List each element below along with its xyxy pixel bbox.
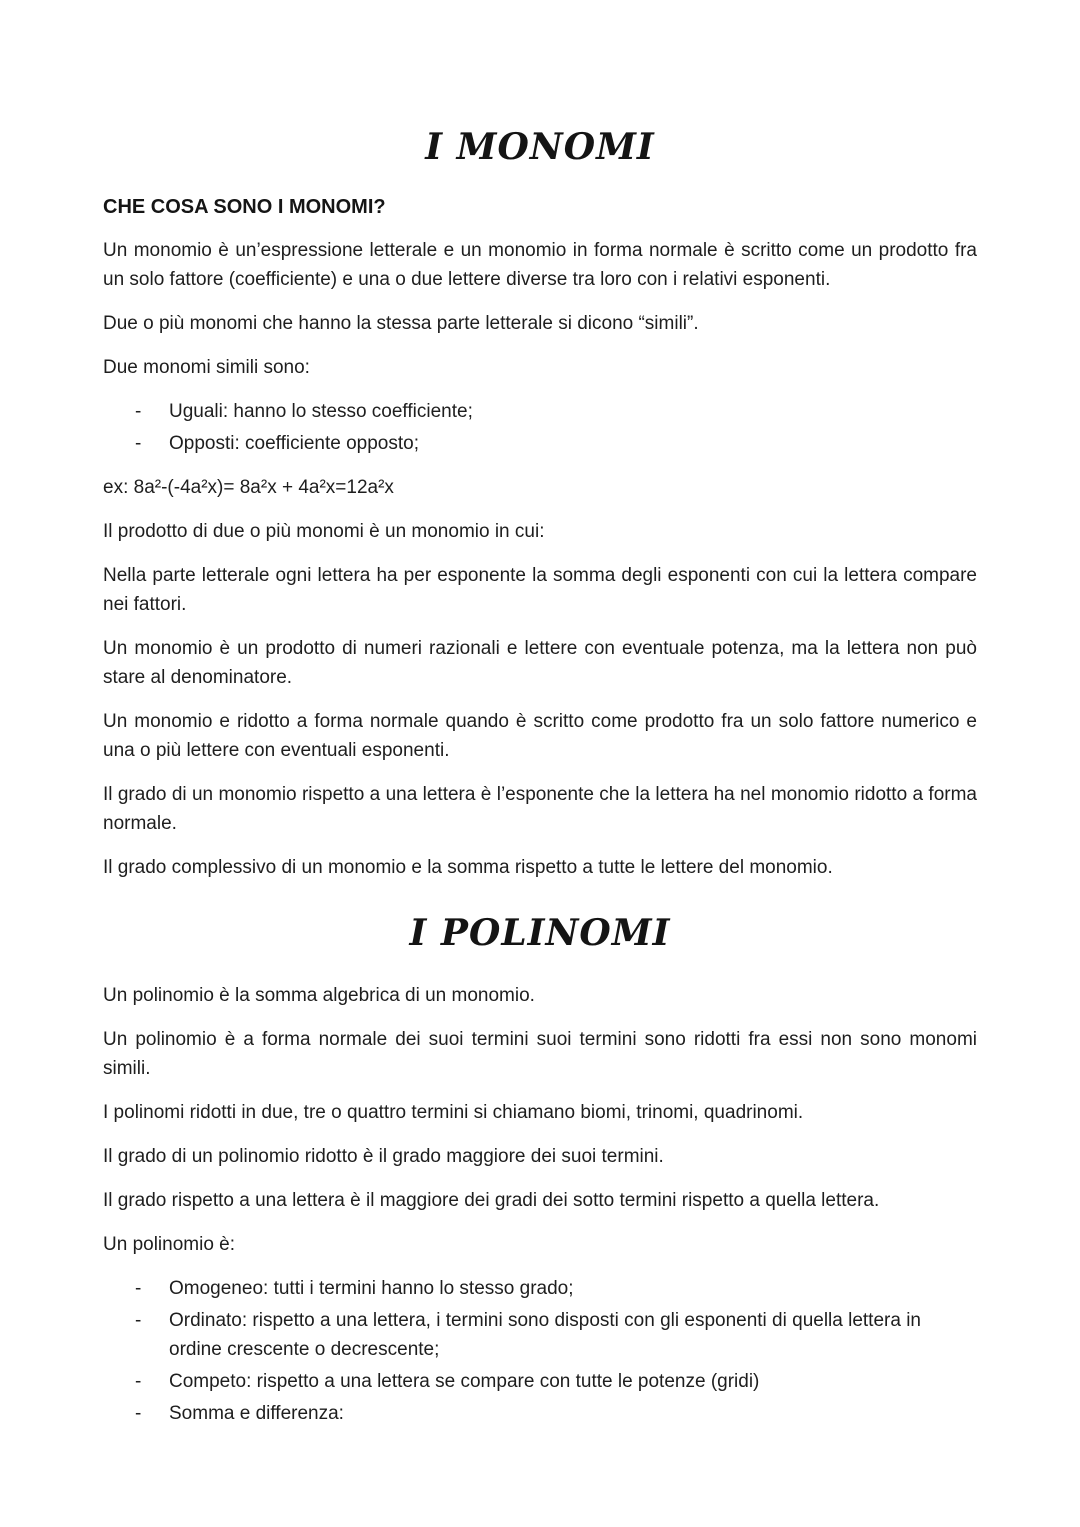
paragraph-polinomio-definizione: Un polinomio è la somma algebrica di un monomio. [103, 985, 535, 1007]
bullet-text: Ordinato: rispetto a una lettera, i termini sono disposti con gli esponenti di quella lettera in ordine crescente o decrescente; [169, 1310, 921, 1361]
bullet-marker: - [135, 401, 142, 423]
paragraph-grado-complessivo: Il grado complessivo di un monomio e la somma rispetto a tutte le lettere del monomio. [103, 857, 833, 879]
monomi-heading: CHE COSA SONO I MONOMI? [103, 196, 386, 219]
list-item [135, 429, 977, 458]
bullet-list-monomi-simili [103, 397, 977, 458]
paragraph-grado-lettera: Il grado rispetto a una lettera è il maggiore dei gradi dei sotto termini rispetto a quella lettera. [103, 1190, 880, 1212]
bullet-text: Uguali: hanno lo stesso coefficiente; [169, 401, 473, 423]
bullet-marker: - [135, 1371, 142, 1393]
bullet-text: Omogeneo: tutti i termini hanno lo stesso grado; [169, 1278, 574, 1300]
list-item [135, 1274, 977, 1303]
paragraph-prodotto-monomi: Il prodotto di due o più monomi è un monomio in cui: [103, 521, 545, 543]
bullet-list-polinomio-proprieta [103, 1274, 977, 1428]
paragraph-polinomio-forma-normale: Un polinomio è a forma normale dei suoi termini suoi termini sono ridotti fra essi non sono monomi simili. [103, 1029, 977, 1080]
paragraph-monomio-definizione: Un monomio è un’espressione letterale e un monomio in forma normale è scritto come un prodotto fra un solo fattore (coefficiente) e una o due lettere diverse tra loro con i relativi esponenti. [103, 240, 977, 291]
bullet-marker: - [135, 1403, 142, 1425]
list-item [135, 397, 977, 426]
bullet-marker: - [135, 1310, 142, 1332]
paragraph-grado-polinomio: Il grado di un polinomio ridotto è il grado maggiore dei suoi termini. [103, 1146, 664, 1168]
section-polinomi [103, 912, 977, 1428]
paragraph-numeri-razionali: Un monomio è un prodotto di numeri razionali e lettere con eventuale potenza, ma la lettera non può stare al denominatore. [103, 638, 977, 689]
paragraph-parte-letterale: Nella parte letterale ogni lettera ha per esponente la somma degli esponenti con cui la lettera compare nei fattori. [103, 565, 977, 616]
paragraph-due-monomi-simili: Due monomi simili sono: [103, 357, 310, 379]
bullet-text: Competo: rispetto a una lettera se compare con tutte le potenze (gridi) [169, 1371, 760, 1393]
paragraph-polinomi-ridotti: I polinomi ridotti in due, tre o quattro termini si chiamano biomi, trinomi, quadrinomi. [103, 1102, 804, 1124]
example-formula: ex: 8a²-(-4a²x)= 8a²x + 4a²x=12a²x [103, 477, 394, 499]
monomi-title: I MONOMI [425, 126, 655, 168]
list-item [135, 1399, 977, 1428]
paragraph-monomi-simili: Due o più monomi che hanno la stessa parte letterale si dicono “simili”. [103, 313, 699, 335]
paragraph-grado-monomio: Il grado di un monomio rispetto a una lettera è l’esponente che la lettera ha nel monomio ridotto a forma normale. [103, 784, 977, 835]
bullet-text: Opposti: coefficiente opposto; [169, 433, 419, 455]
paragraph-forma-normale: Un monomio e ridotto a forma normale quando è scritto come prodotto fra un solo fattore numerico e una o più lettere con eventuali esponenti. [103, 711, 977, 762]
polinomi-title: I POLINOMI [409, 912, 671, 955]
section-monomi [103, 126, 977, 882]
bullet-marker: - [135, 1278, 142, 1300]
paragraph-un-polinomio-e: Un polinomio è: [103, 1234, 236, 1256]
bullet-marker: - [135, 433, 142, 455]
list-item [135, 1367, 977, 1396]
list-item [135, 1306, 977, 1364]
bullet-text: Somma e differenza: [169, 1403, 344, 1425]
